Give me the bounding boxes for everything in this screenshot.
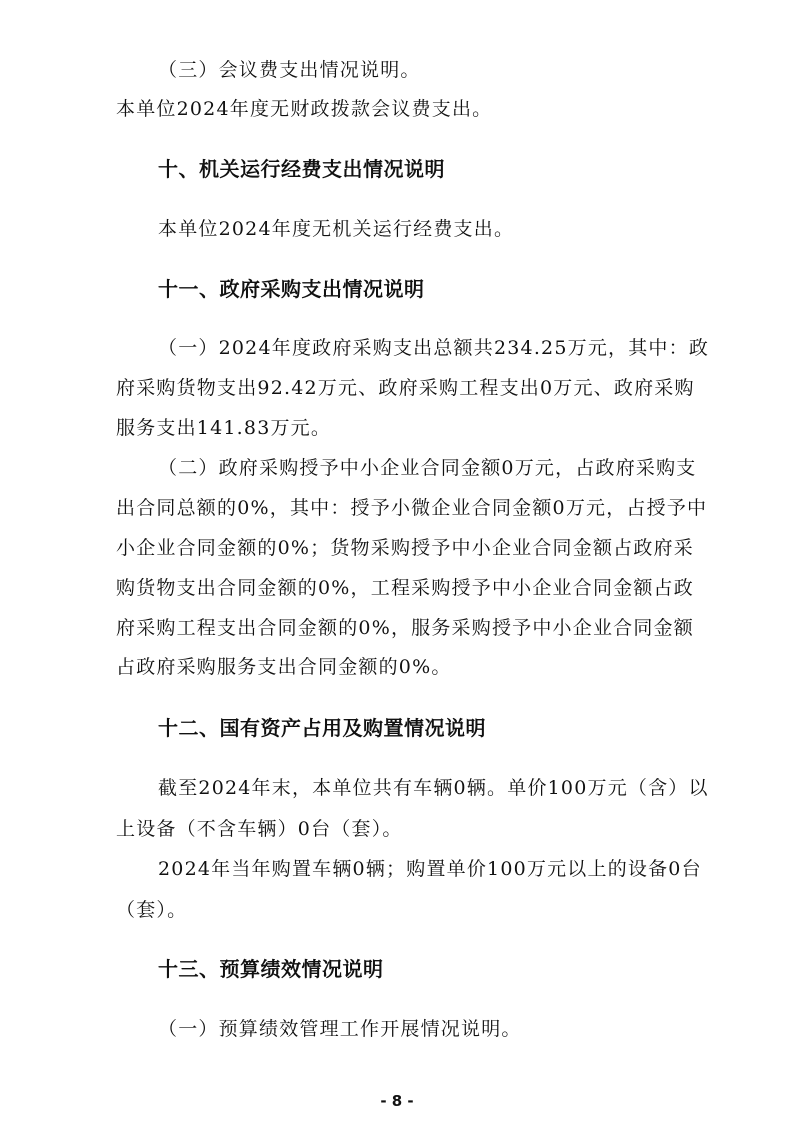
- paragraph-line: 上设备（不含车辆）0台（套）。: [116, 818, 403, 840]
- paragraph-line: 2024年当年购置车辆0辆；购置单价100万元以上的设备0台: [158, 858, 702, 880]
- paragraph-line: 府采购工程支出合同金额的0%，服务采购授予中小企业合同金额: [116, 617, 694, 639]
- paragraph-line: （二）政府采购授予中小企业合同金额0万元，占政府采购支: [158, 457, 697, 479]
- paragraph-line: 购货物支出合同金额的0%，工程采购授予中小企业合同金额占政: [116, 577, 694, 599]
- paragraph-line: 府采购货物支出92.42万元、政府采购工程支出0万元、政府采购: [116, 377, 695, 399]
- paragraph-line: 小企业合同金额的0%；货物采购授予中小企业合同金额占政府采: [116, 537, 694, 559]
- subsection-meeting-body: 本单位2024年度无财政拨款会议费支出。: [116, 98, 493, 120]
- paragraph-line: （一）2024年度政府采购支出总额共234.25万元，其中：政: [158, 337, 710, 359]
- section-13-paragraph-1: （一）预算绩效管理工作开展情况说明。: [158, 1018, 522, 1040]
- paragraph-line: 截至2024年末，本单位共有车辆0辆。单价100万元（含）以: [158, 777, 709, 799]
- section-11-heading: 十一、政府采购支出情况说明: [158, 277, 425, 301]
- section-10-body: 本单位2024年度无机关运行经费支出。: [158, 218, 515, 240]
- paragraph-line: 服务支出141.83万元。: [116, 417, 332, 439]
- section-10-heading: 十、机关运行经费支出情况说明: [158, 157, 445, 181]
- paragraph-line: 出合同总额的0%，其中：授予小微企业合同金额0万元，占授予中: [116, 497, 708, 519]
- page-number: - 8 -: [380, 1092, 414, 1110]
- section-12-heading: 十二、国有资产占用及购置情况说明: [158, 716, 486, 740]
- subsection-meeting-title: （三）会议费支出情况说明。: [158, 59, 421, 81]
- paragraph-line: 占政府采购服务支出合同金额的0%。: [116, 656, 452, 678]
- paragraph-line: （套）。: [116, 899, 188, 921]
- section-13-heading: 十三、预算绩效情况说明: [158, 957, 384, 981]
